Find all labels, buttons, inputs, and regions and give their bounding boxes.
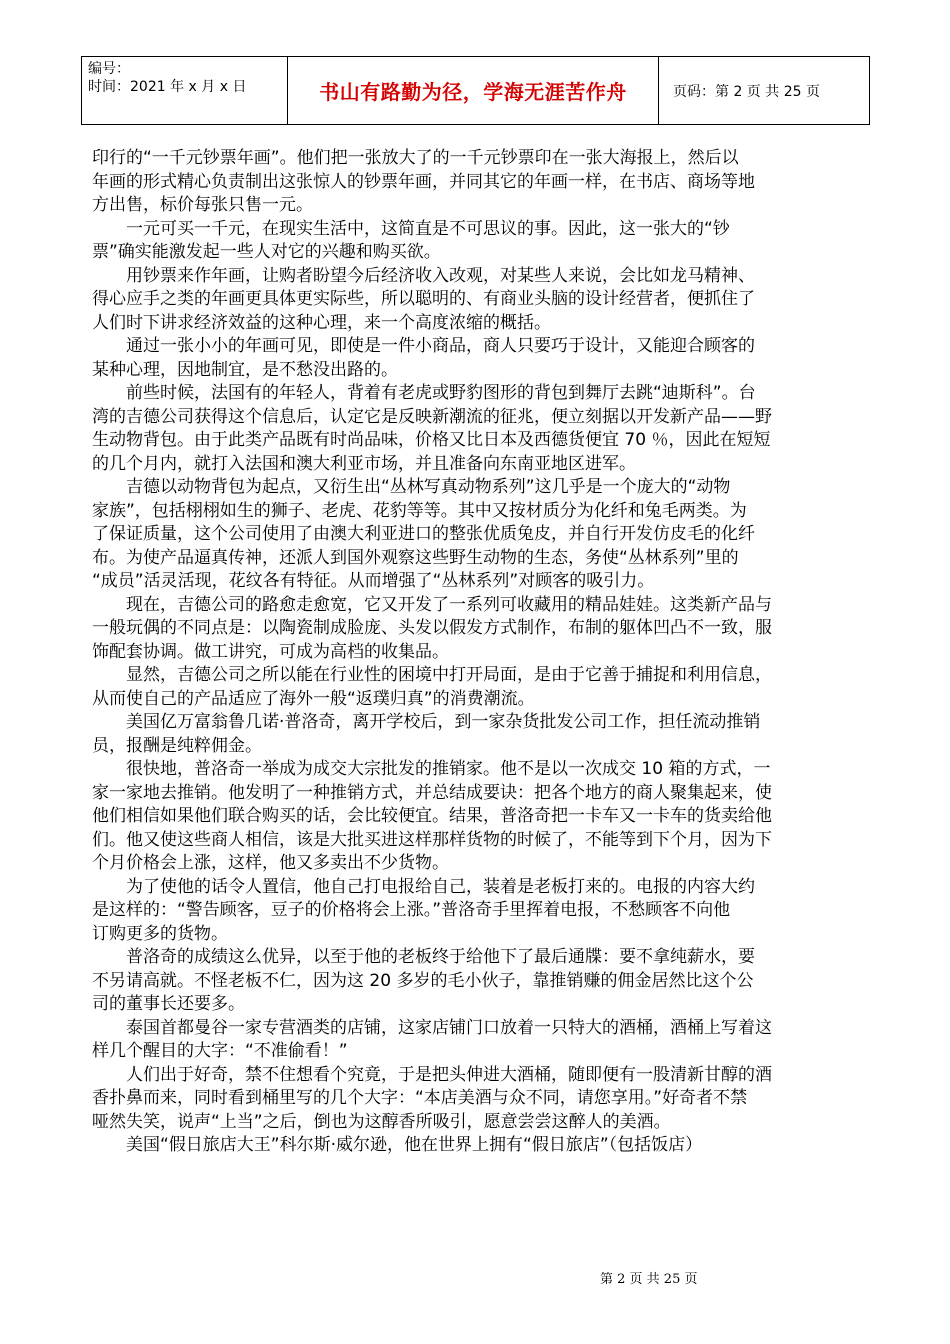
body-line: 们。他又使这些商人相信，该是大批买进这样那样货物的时候了，不能等到下个月，因为下 <box>92 829 772 850</box>
header-meta-cell <box>82 57 288 125</box>
body-line: 显然，吉德公司之所以能在行业性的困境中打开局面，是由于它善于捕捉和利用信息， <box>92 665 772 685</box>
body-line: 的几个月内，就打入法国和澳大利亚市场，并且准备向东南亚地区进军。 <box>92 453 636 474</box>
body-line: 票”确实能激发起一些人对它的兴趣和购买欲。 <box>92 242 441 262</box>
body-line: 方出售，标价每张只售一元。 <box>92 195 313 215</box>
body-line: 是这样的：“警告顾客，豆子的价格将会上涨。”普洛奇手里挥着电报，不愁顾客不向他 <box>92 900 731 920</box>
body-line: 现在，吉德公司的路愈走愈宽，它又开发了一系列可收藏用的精品娃娃。这类新产品与 <box>92 594 772 615</box>
body-line: 通过一张小小的年画可见，即使是一件小商品，商人只要巧于设计，又能迎合顾客的 <box>92 336 755 356</box>
page-footer: 第 2 页 共 25 页 <box>600 1272 698 1287</box>
body-line: 普洛奇的成绩这么优异，以至于他的老板终于给他下了最后通牒：要不拿纯薪水，要 <box>92 947 755 967</box>
header-page-info: 页码：第 2 页 共 25 页 <box>659 57 870 125</box>
header-motto: 书山有路勤为径，学海无涯苦作舟 <box>288 57 659 125</box>
document-body <box>92 147 862 1158</box>
header-table <box>81 56 870 125</box>
body-line: 美国“假日旅店大王”科尔斯·威尔逊，他在世界上拥有“假日旅店”（包括饭店） <box>92 1135 703 1155</box>
body-line: 样几个醒目的大字：“不准偷看！” <box>92 1041 348 1061</box>
body-line: 美国亿万富翁鲁几诺·普洛奇，离开学校后，到一家杂货批发公司工作，担任流动推销 <box>92 712 761 732</box>
body-line: 很快地，普洛奇一举成为成交大宗批发的推销家。他不是以一次成交 10 箱的方式，一 <box>92 759 771 779</box>
body-line: 泰国首都曼谷一家专营酒类的店铺，这家店铺门口放着一只特大的酒桶，酒桶上写着这 <box>92 1017 772 1038</box>
body-line: 得心应手之类的年画更具体更实际些，所以聪明的、有商业头脑的设计经营者，便抓住了 <box>92 289 755 309</box>
body-line: 吉德以动物背包为起点，又衍生出“丛林写真动物系列”这几乎是一个庞大的“动物 <box>92 477 731 497</box>
body-line: 个月价格会上涨，这样，他又多卖出不少货物。 <box>92 853 449 873</box>
body-line: 湾的吉德公司获得这个信息后，认定它是反映新潮流的征兆，便立刻据以开发新产品——野 <box>92 406 772 427</box>
body-line: 他们相信如果他们联合购买的话，会比较便宜。结果，普洛奇把一卡车又一卡车的货卖给他 <box>92 806 772 826</box>
body-line: 人们时下讲求经济效益的这种心理，来一个高度浓缩的概括。 <box>92 312 551 333</box>
body-line: 饰配套协调。做工讲究，可成为高档的收集品。 <box>92 641 449 662</box>
body-line: 家一家地去推销。他发明了一种推销方式，并总结成要诀：把各个地方的商人聚集起来，使 <box>92 782 772 803</box>
body-line: 香扑鼻而来，同时看到桶里写的几个大字：“本店美酒与众不同，请您享用。”好奇者不禁 <box>92 1088 748 1108</box>
body-line: 从而使自己的产品适应了海外一般“返璞归真”的消费潮流。 <box>92 688 535 709</box>
body-line: 不另请高就。不怪老板不仁，因为这 20 多岁的毛小伙子，靠推销赚的佣金居然比这个公 <box>92 970 754 991</box>
body-line: 用钞票来作年画，让购者盼望今后经济收入改观，对某些人来说，会比如龙马精神、 <box>92 265 755 286</box>
body-line: 司的董事长还要多。 <box>92 994 245 1014</box>
body-line: 订购更多的货物。 <box>92 923 228 944</box>
body-line: 前些时候，法国有的年轻人，背着有老虎或野豹图形的背包到舞厅去跳“迪斯科”。台 <box>92 383 756 403</box>
body-line: 为了使他的话令人置信，他自己打电报给自己，装着是老板打来的。电报的内容大约 <box>92 876 755 897</box>
body-line: 一元可买一千元，在现实生活中，这简直是不可思议的事。因此，这一张大的“钞 <box>92 218 730 239</box>
document-number-label: 编号： <box>88 61 130 77</box>
body-line: 某种心理，因地制宜，是不愁没出路的。 <box>92 359 398 380</box>
body-line: 年画的形式精心负责制出这张惊人的钞票年画，并同其它的年画一样，在书店、商场等地 <box>92 171 755 192</box>
document-date-label: 时间：2021 年 x 月 x 日 <box>88 79 247 95</box>
body-line: 哑然失笑，说声“上当”之后，倒也为这醇香所吸引，愿意尝尝这醉人的美酒。 <box>92 1111 671 1132</box>
body-line: 家族”，包括栩栩如生的狮子、老虎、花豹等等。其中又按材质分为化纤和兔毛两类。为 <box>92 500 747 521</box>
body-line: 布。为使产品逼真传神，还派人到国外观察这些野生动物的生态，务使“丛林系列”里的 <box>92 547 739 568</box>
body-line: 人们出于好奇，禁不住想看个究竟，于是把头伸进大酒桶，随即便有一股清新甘醇的酒 <box>92 1064 772 1085</box>
body-line: “成员”活灵活现，花纹各有特征。从而增强了“丛林系列”对顾客的吸引力。 <box>92 571 655 591</box>
body-line: 印行的“一千元钞票年画”。他们把一张放大了的一千元钞票印在一张大海报上，然后以 <box>92 148 739 168</box>
body-line: 了保证质量，这个公司使用了由澳大利亚进口的整张优质兔皮，并自行开发仿皮毛的化纤 <box>92 524 755 544</box>
body-line: 生动物背包。由于此类产品既有时尚品味，价格又比日本及西德货便宜 70 ％，因此在短短 <box>92 430 771 450</box>
body-line: 一般玩偶的不同点是：以陶瓷制成脸庞、头发以假发方式制作，布制的躯体凹凸不一致，服 <box>92 618 772 638</box>
body-line: 员，报酬是纯粹佣金。 <box>92 735 262 756</box>
